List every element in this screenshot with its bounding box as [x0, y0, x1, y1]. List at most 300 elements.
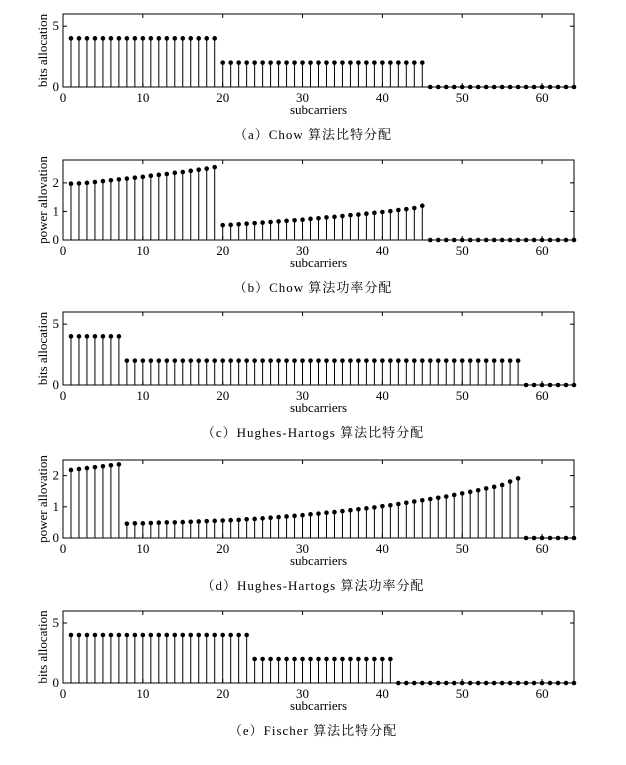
stem-marker — [188, 633, 193, 638]
x-tick-label: 30 — [296, 388, 310, 403]
stem-marker — [141, 175, 146, 180]
stem-marker — [332, 60, 337, 65]
stem-marker — [220, 60, 225, 65]
stem-marker — [260, 220, 265, 225]
stem-marker — [396, 60, 401, 65]
stem-marker — [572, 383, 577, 388]
stem-marker — [540, 383, 545, 388]
stem-marker — [388, 209, 393, 214]
stem-marker — [236, 358, 241, 363]
stem-marker — [468, 681, 473, 686]
stem-marker — [540, 536, 545, 541]
stem-marker — [372, 505, 377, 510]
stem-marker — [548, 681, 553, 686]
stem-marker — [284, 60, 289, 65]
x-tick-label: 50 — [455, 388, 469, 403]
stem-marker — [157, 173, 162, 178]
stem-marker — [516, 476, 521, 481]
stem-marker — [340, 60, 345, 65]
stem-marker — [284, 358, 289, 363]
x-tick-label: 60 — [535, 541, 549, 556]
stem-marker — [157, 36, 162, 41]
x-tick-label: 20 — [216, 541, 230, 556]
stem-marker — [308, 657, 313, 662]
stem-marker — [356, 358, 361, 363]
stem-marker — [484, 681, 489, 686]
stem-marker — [548, 238, 553, 243]
stem-marker — [125, 358, 130, 363]
stem-marker — [564, 681, 569, 686]
x-tick-label: 60 — [535, 388, 549, 403]
stem-marker — [268, 515, 273, 520]
stem-marker — [244, 633, 249, 638]
stem-marker — [101, 633, 106, 638]
stem-marker — [452, 358, 457, 363]
stem-marker — [164, 172, 169, 177]
stem-marker — [396, 208, 401, 213]
stem-marker — [109, 334, 114, 339]
stem-marker — [468, 490, 473, 495]
stem-marker — [380, 358, 385, 363]
stem-marker — [228, 633, 233, 638]
stem-marker — [500, 85, 505, 90]
stem-marker — [204, 519, 209, 524]
stem-marker — [69, 633, 74, 638]
stem-marker — [476, 488, 481, 493]
stem-marker — [212, 165, 217, 170]
y-tick-label: 5 — [52, 18, 59, 34]
x-tick-label: 30 — [296, 243, 310, 258]
x-tick-label: 50 — [455, 243, 469, 258]
stem-marker — [236, 60, 241, 65]
stem-marker — [324, 657, 329, 662]
stem-marker — [516, 681, 521, 686]
stem-marker — [572, 681, 577, 686]
stem-marker — [212, 633, 217, 638]
stem-marker — [149, 358, 154, 363]
stem-marker — [356, 657, 361, 662]
stem-marker — [508, 681, 513, 686]
stem-marker — [500, 681, 505, 686]
stem-marker — [396, 681, 401, 686]
stem-marker — [492, 485, 497, 490]
stem-marker — [157, 520, 162, 525]
stem-marker — [492, 681, 497, 686]
y-axis-title: bits allocation — [35, 610, 50, 684]
stem-marker — [340, 358, 345, 363]
stem-marker — [284, 514, 289, 519]
stem-marker — [133, 175, 138, 180]
stem-marker — [220, 358, 225, 363]
stem-marker — [300, 358, 305, 363]
x-tick-label: 20 — [216, 243, 230, 258]
stem-marker — [196, 358, 201, 363]
stem-marker — [125, 36, 130, 41]
stem-marker — [308, 217, 313, 222]
stem-marker — [236, 633, 241, 638]
stem-marker — [468, 358, 473, 363]
stem-marker — [484, 238, 489, 243]
stem-marker — [260, 358, 265, 363]
stem-marker — [93, 465, 98, 470]
x-tick-label: 10 — [136, 243, 150, 258]
stem-marker — [364, 358, 369, 363]
stem-marker — [532, 238, 537, 243]
stem-marker — [532, 536, 537, 541]
y-axis-title: power allovation — [35, 156, 50, 244]
stem-marker — [180, 633, 185, 638]
stem-marker — [204, 633, 209, 638]
stem-marker — [420, 498, 425, 503]
subplot-caption: （d）Hughes-Hartogs 算法功率分配 — [201, 578, 425, 593]
stem-marker — [133, 521, 138, 526]
stem-marker — [93, 36, 98, 41]
x-tick-label: 0 — [59, 541, 67, 556]
stem-marker — [244, 60, 249, 65]
stem-marker — [460, 681, 465, 686]
stem-marker — [117, 334, 122, 339]
stem-marker — [141, 521, 146, 526]
stem-marker — [388, 358, 393, 363]
stem-marker — [452, 85, 457, 90]
stem-marker — [524, 383, 529, 388]
stem-marker — [188, 169, 193, 174]
stem-marker — [348, 508, 353, 513]
stem-marker — [572, 238, 577, 243]
x-tick-label: 0 — [59, 243, 67, 258]
stem-marker — [420, 203, 425, 208]
subplot-caption: （b）Chow 算法功率分配 — [233, 280, 393, 295]
stem-marker — [508, 238, 513, 243]
stem-marker — [516, 238, 521, 243]
stem-marker — [412, 499, 417, 504]
stem-marker — [244, 221, 249, 226]
stem-marker — [212, 36, 217, 41]
stem-marker — [308, 512, 313, 517]
stem-marker — [149, 173, 154, 178]
stem-marker — [260, 516, 265, 521]
stem-marker — [564, 238, 569, 243]
stem-marker — [93, 180, 98, 185]
stem-marker — [388, 657, 393, 662]
stem-marker — [500, 238, 505, 243]
stem-marker — [276, 219, 281, 224]
stem-marker — [412, 60, 417, 65]
stem-marker — [428, 85, 433, 90]
stem-marker — [196, 633, 201, 638]
stem-marker — [133, 633, 138, 638]
y-axis-title: bits allocation — [35, 311, 50, 386]
stem-marker — [436, 681, 441, 686]
stem-marker — [252, 657, 257, 662]
x-tick-label: 40 — [375, 541, 389, 556]
stem-marker — [77, 181, 82, 186]
stem-marker — [332, 657, 337, 662]
subplot-b — [35, 156, 576, 295]
x-tick-label: 60 — [535, 243, 549, 258]
x-axis-title: subcarriers — [289, 553, 348, 568]
stem-marker — [396, 502, 401, 507]
stem-marker — [348, 657, 353, 662]
stem-marker — [149, 521, 154, 526]
stem-marker — [540, 238, 545, 243]
stem-marker — [276, 515, 281, 520]
stem-marker — [157, 633, 162, 638]
stem-marker — [77, 467, 82, 472]
stem-marker — [572, 536, 577, 541]
x-tick-label: 0 — [59, 388, 67, 403]
stem-marker — [268, 358, 273, 363]
stem-marker — [85, 633, 90, 638]
stem-marker — [428, 238, 433, 243]
stem-marker — [109, 178, 114, 183]
stem-marker — [500, 358, 505, 363]
stem-marker — [524, 681, 529, 686]
stem-marker — [228, 358, 233, 363]
stem-marker — [348, 213, 353, 218]
stem-marker — [564, 85, 569, 90]
stem-marker — [412, 358, 417, 363]
stem-marker — [492, 238, 497, 243]
stem-marker — [508, 479, 513, 484]
stem-marker — [492, 358, 497, 363]
stem-marker — [133, 358, 138, 363]
x-tick-label: 30 — [296, 90, 310, 105]
stem-marker — [228, 518, 233, 523]
stem-marker — [404, 358, 409, 363]
stem-marker — [117, 177, 122, 182]
stem-marker — [93, 334, 98, 339]
stem-marker — [276, 358, 281, 363]
stem-marker — [316, 216, 321, 221]
stem-marker — [436, 238, 441, 243]
stem-marker — [188, 519, 193, 524]
subplot-caption: （c）Hughes-Hartogs 算法比特分配 — [201, 425, 425, 440]
stem-marker — [244, 358, 249, 363]
x-tick-label: 10 — [136, 686, 150, 701]
stem-marker — [524, 85, 529, 90]
stem-marker — [492, 85, 497, 90]
stem-marker — [101, 464, 106, 469]
stem-marker — [404, 207, 409, 212]
stem-marker — [548, 383, 553, 388]
stem-marker — [436, 495, 441, 500]
stem-marker — [236, 222, 241, 227]
stem-marker — [388, 503, 393, 508]
stem-marker — [236, 518, 241, 523]
x-tick-label: 10 — [136, 388, 150, 403]
subplot-caption: （a）Chow 算法比特分配 — [233, 127, 393, 142]
stem-marker — [172, 171, 177, 176]
x-axis-title: subcarriers — [289, 102, 348, 117]
stem-marker — [364, 60, 369, 65]
stem-marker — [220, 223, 225, 228]
stem-marker — [196, 36, 201, 41]
stem-marker — [172, 36, 177, 41]
x-tick-label: 40 — [375, 388, 389, 403]
stem-marker — [348, 358, 353, 363]
stem-marker — [428, 497, 433, 502]
x-tick-label: 0 — [59, 686, 67, 701]
stem-marker — [69, 334, 74, 339]
stem-marker — [396, 358, 401, 363]
stem-marker — [117, 36, 122, 41]
x-tick-label: 60 — [535, 90, 549, 105]
stem-marker — [356, 60, 361, 65]
stem-marker — [101, 179, 106, 184]
x-tick-label: 40 — [375, 90, 389, 105]
stem-marker — [340, 657, 345, 662]
stem-marker — [476, 238, 481, 243]
stem-marker — [252, 517, 257, 522]
stem-marker — [436, 358, 441, 363]
stem-marker — [500, 483, 505, 488]
stem-marker — [380, 657, 385, 662]
stem-marker — [252, 358, 257, 363]
x-tick-label: 20 — [216, 686, 230, 701]
stem-marker — [300, 657, 305, 662]
stem-marker — [484, 486, 489, 491]
stem-marker — [444, 494, 449, 499]
stem-marker — [172, 520, 177, 525]
stem-marker — [308, 60, 313, 65]
stem-marker — [460, 238, 465, 243]
stem-marker — [508, 85, 513, 90]
stem-marker — [164, 36, 169, 41]
stem-marker — [260, 657, 265, 662]
y-tick-label: 0 — [52, 530, 59, 545]
stem-marker — [268, 60, 273, 65]
stem-marker — [516, 85, 521, 90]
stem-marker — [292, 60, 297, 65]
stem-marker — [220, 518, 225, 523]
stem-marker — [204, 166, 209, 171]
x-tick-label: 10 — [136, 90, 150, 105]
stem-marker — [252, 60, 257, 65]
y-tick-label: 1 — [52, 203, 59, 219]
x-tick-label: 40 — [375, 686, 389, 701]
stem-marker — [556, 85, 561, 90]
stem-marker — [364, 506, 369, 511]
x-axis-title: subcarriers — [289, 400, 348, 415]
stem-marker — [300, 513, 305, 518]
stem-marker — [372, 358, 377, 363]
stem-marker — [412, 681, 417, 686]
stem-marker — [292, 514, 297, 519]
stem-marker — [372, 60, 377, 65]
stem-marker — [372, 657, 377, 662]
stem-marker — [540, 681, 545, 686]
subplot-d — [35, 455, 576, 593]
stem-marker — [180, 170, 185, 175]
stem-marker — [292, 218, 297, 223]
stem-marker — [556, 536, 561, 541]
stem-marker — [364, 211, 369, 216]
stem-marker — [125, 176, 130, 181]
stem-marker — [532, 681, 537, 686]
stem-marker — [532, 85, 537, 90]
stem-marker — [141, 358, 146, 363]
x-tick-label: 0 — [59, 90, 67, 105]
stem-marker — [324, 215, 329, 220]
stem-marker — [164, 520, 169, 525]
stem-marker — [508, 358, 513, 363]
stem-marker — [548, 85, 553, 90]
stem-marker — [364, 657, 369, 662]
y-tick-label: 0 — [52, 675, 59, 690]
stem-marker — [524, 238, 529, 243]
stem-marker — [564, 383, 569, 388]
stem-marker — [308, 358, 313, 363]
y-axis-title: power allovation — [35, 455, 50, 543]
y-tick-label: 0 — [52, 232, 59, 247]
stem-marker — [316, 60, 321, 65]
y-axis-title: bits allocation — [35, 13, 50, 88]
stem-marker — [125, 521, 130, 526]
stem-marker — [268, 220, 273, 225]
stem-marker — [284, 219, 289, 224]
stem-marker — [180, 520, 185, 525]
stem-marker — [180, 36, 185, 41]
stem-marker — [149, 633, 154, 638]
stem-marker — [316, 657, 321, 662]
stem-marker — [101, 334, 106, 339]
y-tick-label: 5 — [52, 316, 59, 332]
stem-marker — [380, 504, 385, 509]
stem-marker — [212, 358, 217, 363]
stem-marker — [85, 334, 90, 339]
stem-marker — [125, 633, 130, 638]
stem-marker — [436, 85, 441, 90]
x-tick-label: 30 — [296, 541, 310, 556]
y-tick-label: 2 — [52, 174, 59, 190]
stem-marker — [332, 510, 337, 515]
stem-marker — [188, 358, 193, 363]
stem-marker — [556, 383, 561, 388]
stem-marker — [284, 657, 289, 662]
stem-marker — [444, 85, 449, 90]
stem-marker — [316, 511, 321, 516]
stem-marker — [404, 681, 409, 686]
stem-marker — [468, 85, 473, 90]
stem-marker — [540, 85, 545, 90]
stem-marker — [188, 36, 193, 41]
x-tick-label: 20 — [216, 388, 230, 403]
stem-marker — [452, 238, 457, 243]
x-axis-title: subcarriers — [289, 698, 348, 713]
x-tick-label: 20 — [216, 90, 230, 105]
stem-marker — [444, 681, 449, 686]
x-tick-label: 50 — [455, 90, 469, 105]
stem-marker — [164, 358, 169, 363]
stem-marker — [196, 167, 201, 172]
stem-marker — [157, 358, 162, 363]
stem-marker — [109, 36, 114, 41]
stem-marker — [316, 358, 321, 363]
stem-marker — [332, 215, 337, 220]
stem-marker — [420, 60, 425, 65]
stem-marker — [556, 238, 561, 243]
stem-marker — [372, 211, 377, 216]
stem-marker — [117, 633, 122, 638]
x-tick-label: 50 — [455, 541, 469, 556]
stem-marker — [196, 519, 201, 524]
stem-marker — [332, 358, 337, 363]
stem-marker — [388, 60, 393, 65]
stem-marker — [212, 519, 217, 524]
stem-marker — [532, 383, 537, 388]
stem-marker — [260, 60, 265, 65]
